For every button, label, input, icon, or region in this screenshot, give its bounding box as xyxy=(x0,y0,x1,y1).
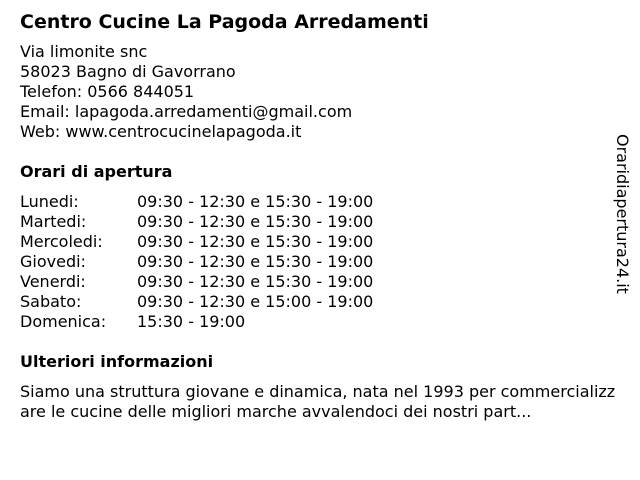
hours-row xyxy=(20,312,612,332)
city-line: 58023 Bagno di Gavorrano xyxy=(20,62,236,81)
phone-line: Telefon: 0566 844051 xyxy=(20,82,195,101)
day-label: Venerdi: xyxy=(20,272,86,291)
hours-row xyxy=(20,192,612,212)
day-label: Sabato: xyxy=(20,292,82,311)
company-name: Centro Cucine La Pagoda Arredamenti xyxy=(20,11,429,33)
further-info-text: Siamo una struttura giovane e dinamica, nata nel 1993 per commercializzare le cucine delle migliori marche avvalendoci dei nostri part... xyxy=(20,382,616,421)
day-hours: 15:30 - 19:00 xyxy=(137,312,246,331)
site-watermark: Oraridiapertura24.it xyxy=(613,134,632,294)
day-hours: 09:30 - 12:30 e 15:30 - 19:00 xyxy=(137,192,374,211)
day-label: Lunedi: xyxy=(20,192,79,211)
further-info-title: Ulteriori informazioni xyxy=(20,352,214,371)
opening-hours-table xyxy=(20,192,612,332)
day-label: Giovedi: xyxy=(20,252,86,271)
day-hours: 09:30 - 12:30 e 15:30 - 19:00 xyxy=(137,272,374,291)
day-hours: 09:30 - 12:30 e 15:30 - 19:00 xyxy=(137,232,374,251)
business-card xyxy=(20,10,616,422)
day-hours: 09:30 - 12:30 e 15:30 - 19:00 xyxy=(137,212,374,231)
day-label: Martedi: xyxy=(20,212,87,231)
hours-row xyxy=(20,272,612,292)
day-hours: 09:30 - 12:30 e 15:00 - 19:00 xyxy=(137,292,374,311)
hours-row xyxy=(20,252,612,272)
day-hours: 09:30 - 12:30 e 15:30 - 19:00 xyxy=(137,252,374,271)
web-line: Web: www.centrocucinelapagoda.it xyxy=(20,122,302,141)
day-label: Mercoledi: xyxy=(20,232,103,251)
hours-row xyxy=(20,292,612,312)
hours-row xyxy=(20,212,612,232)
hours-row xyxy=(20,232,612,252)
email-line: Email: lapagoda.arredamenti@gmail.com xyxy=(20,102,353,121)
opening-hours-title: Orari di apertura xyxy=(20,162,173,181)
day-label: Domenica: xyxy=(20,312,107,331)
address-line: Via limonite snc xyxy=(20,42,148,61)
